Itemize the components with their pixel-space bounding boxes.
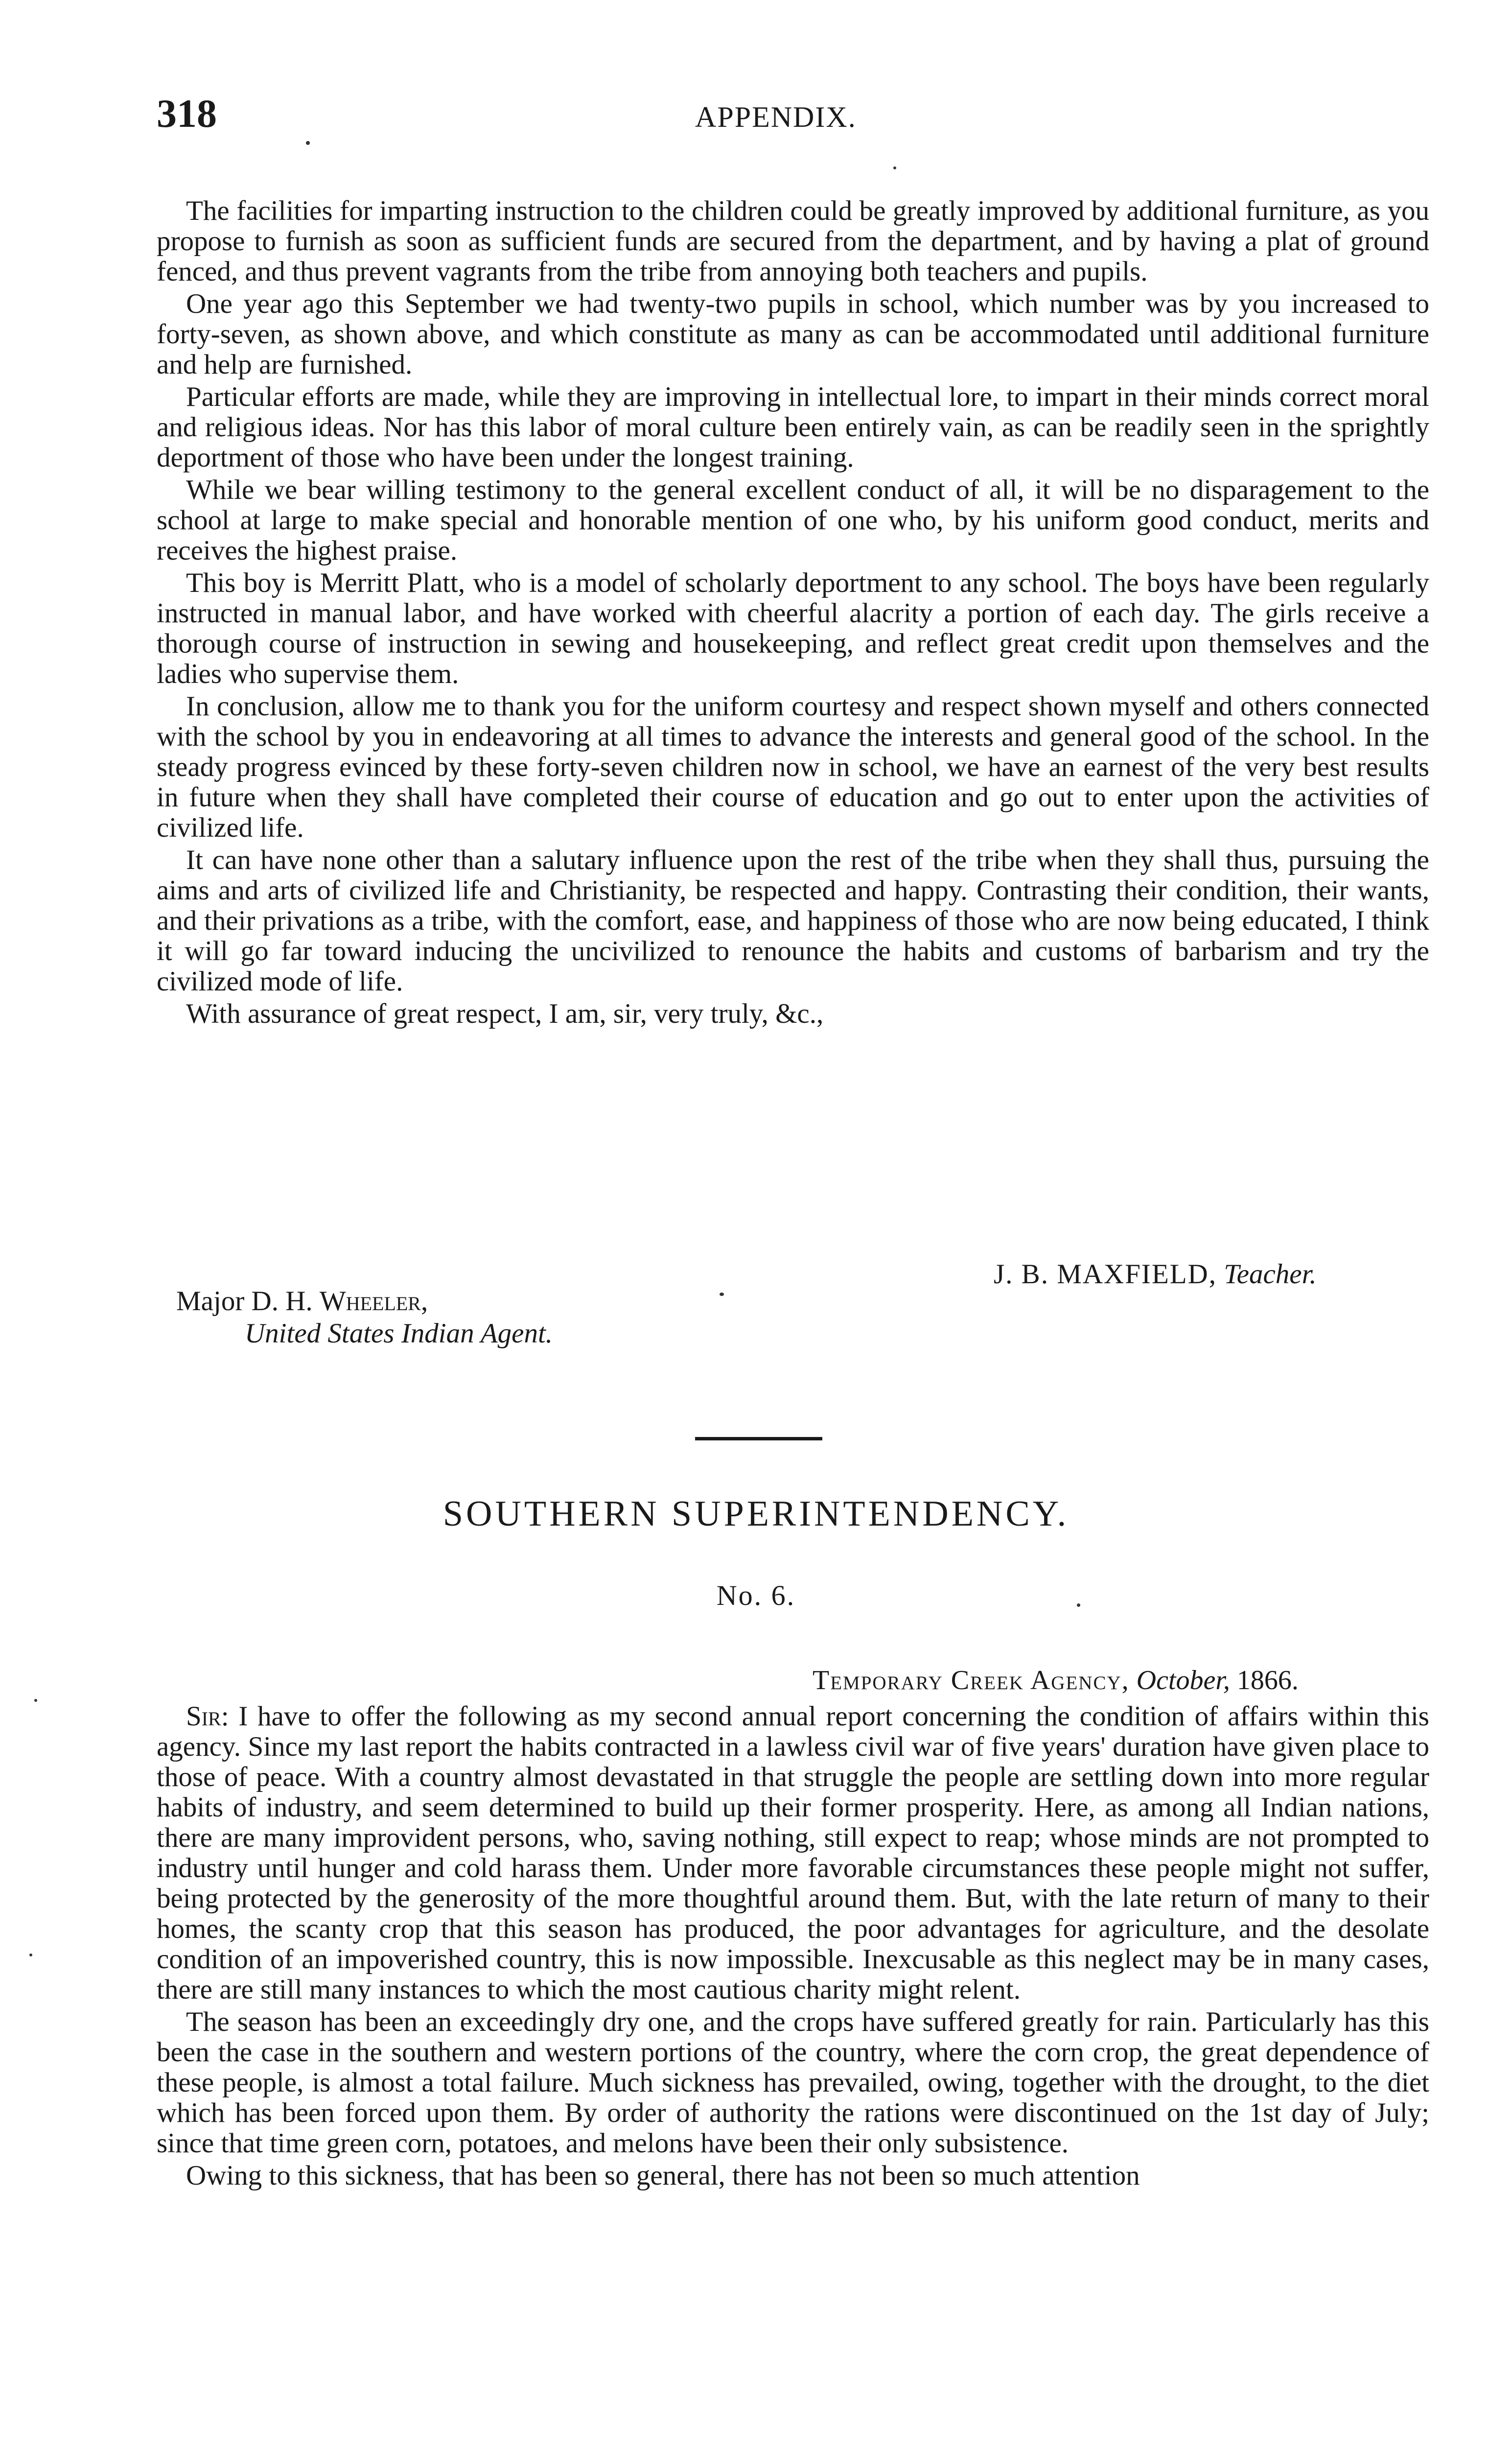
letter-body (157, 196, 1429, 1029)
addressee-block (176, 1285, 553, 1350)
addressee-title: United States Indian Agent. (245, 1318, 553, 1349)
page-header (157, 91, 1419, 144)
addressee-rank: Major D. H. (176, 1286, 313, 1317)
dateline-year: 1866. (1236, 1665, 1299, 1695)
report-paragraph-text: I have to offer the following as my second annual report concerning the condition of affairs within this agency. Since my last report the habits contracted in a lawless civil war of five years' duration have given place to those of peace. With a country almost devastated in that struggle the people are settling down into more regular habits of industry, and seem determined to build up their former prosperity. Here, as among all Indian nations, there are many improvident persons, who, saving nothing, still expect to reap; whose minds are not prompted to industry until hunger and cold harass them. Under more favorable circumstances these people might not suffer, being protected by the generosity of the more thoughtful around them. But, with the late return of many to their homes, the scanty crop that this season has produced, the poor advantages for agriculture, and the desolate condition of an impoverished country, this is now impossible. Inexcusable as this neglect may be in many cases, there are still many instances to which the most cautious charity might relent. (157, 1701, 1429, 2005)
letter-paragraph: While we bear willing testimony to the general excellent conduct of all, it will be no disparagement to the school at large to make special and honorable mention of one who, by his uniform good conduct, merits and receives the highest praise. (157, 474, 1429, 566)
letter-paragraph: This boy is Merritt Platt, who is a model of scholarly deportment to any school. The boys have been regularly instructed in manual labor, and have worked with cheerful alacrity a portion of each day. The girls receive a thorough course of instruction in sewing and housekeeping, and reflect great credit upon themselves and the ladies who supervise them. (157, 567, 1429, 689)
print-speck (306, 141, 310, 145)
letter-paragraph: The facilities for imparting instruction to the children could be greatly improved by additional furniture, as you propose to furnish as soon as sufficient funds are secured from the department, and by having a plat of ground fenced, and thus prevent vagrants from the tribe from annoying both teachers and pupils. (157, 195, 1429, 287)
print-speck (720, 1293, 724, 1296)
letter-paragraph: Particular efforts are made, while they are improving in intellectual lore, to impart in their minds correct moral and religious ideas. Nor has this labor of moral culture been entirely vain, as can be readily seen in the sprightly deportment of those who have been under the longest training. (157, 381, 1429, 473)
section-title: SOUTHERN SUPERINTENDENCY. (442, 1494, 1070, 1534)
running-head: APPENDIX. (695, 101, 857, 133)
print-speck (34, 1699, 37, 1702)
report-paragraph: Owing to this sickness, that has been so general, there has not been so much attention (186, 2160, 1140, 2191)
signature (994, 1258, 1317, 1290)
letter-paragraph: One year ago this September we had twenty-two pupils in school, which number was by you increased to forty-seven, as shown above, and which constitute as many as can be accommodated until additional furniture and help are furnished. (157, 288, 1429, 380)
section-divider (695, 1437, 822, 1440)
signature-title: Teacher. (1224, 1259, 1317, 1290)
document-number: No. 6. (716, 1579, 796, 1611)
letter-paragraph: It can have none other than a salutary influence upon the rest of the tribe when they shall thus, pursuing the aims and arts of civilized life and Christianity, be respected and happy. Contrasting their condition, their wants, and their privations as a tribe, with the comfort, ease, and happiness of those who are now being educated, I think it will go far toward inducing the uncivilized to renounce the habits and customs of barbarism and try the civilized mode of life. (157, 845, 1429, 997)
report-paragraph (157, 1701, 1429, 2005)
salutation: Sir: (186, 1701, 229, 1732)
page-number: 318 (157, 91, 217, 136)
addressee-name: Wheeler, (319, 1286, 428, 1317)
letter-paragraph: In conclusion, allow me to thank you for the uniform courtesy and respect shown myself and others connected with the school by you in endeavoring at all times to advance the interests and general good of the school. In the steady progress evinced by these forty-seven children now in school, we have an earnest of the very best results in future when they shall have completed their course of education and go out to enter upon the activities of civilized life. (157, 691, 1429, 843)
dateline (813, 1665, 1299, 1696)
dateline-place: Temporary Creek Agency, (813, 1665, 1130, 1695)
letter-closing: With assurance of great respect, I am, sir, very truly, &c., (186, 998, 824, 1029)
report-paragraph: The season has been an exceedingly dry one, and the crops have suffered greatly for rain. Particularly has this been the case in the southern and western portions of the country, where the corn crop, the great dependence of these people, is almost a total failure. Much sickness has prevailed, owing, together with the drought, to the diet which has been forced upon them. By order of authority the rations were discontinued on the 1st day of July; since that time green corn, potatoes, and melons have been their only subsistence. (157, 2006, 1429, 2159)
print-speck (1077, 1603, 1080, 1607)
print-speck (29, 1954, 32, 1956)
report-body (157, 1701, 1429, 2191)
dateline-month: October, (1136, 1665, 1230, 1695)
print-speck (893, 166, 896, 169)
signature-name: J. B. MAXFIELD, (994, 1259, 1217, 1290)
